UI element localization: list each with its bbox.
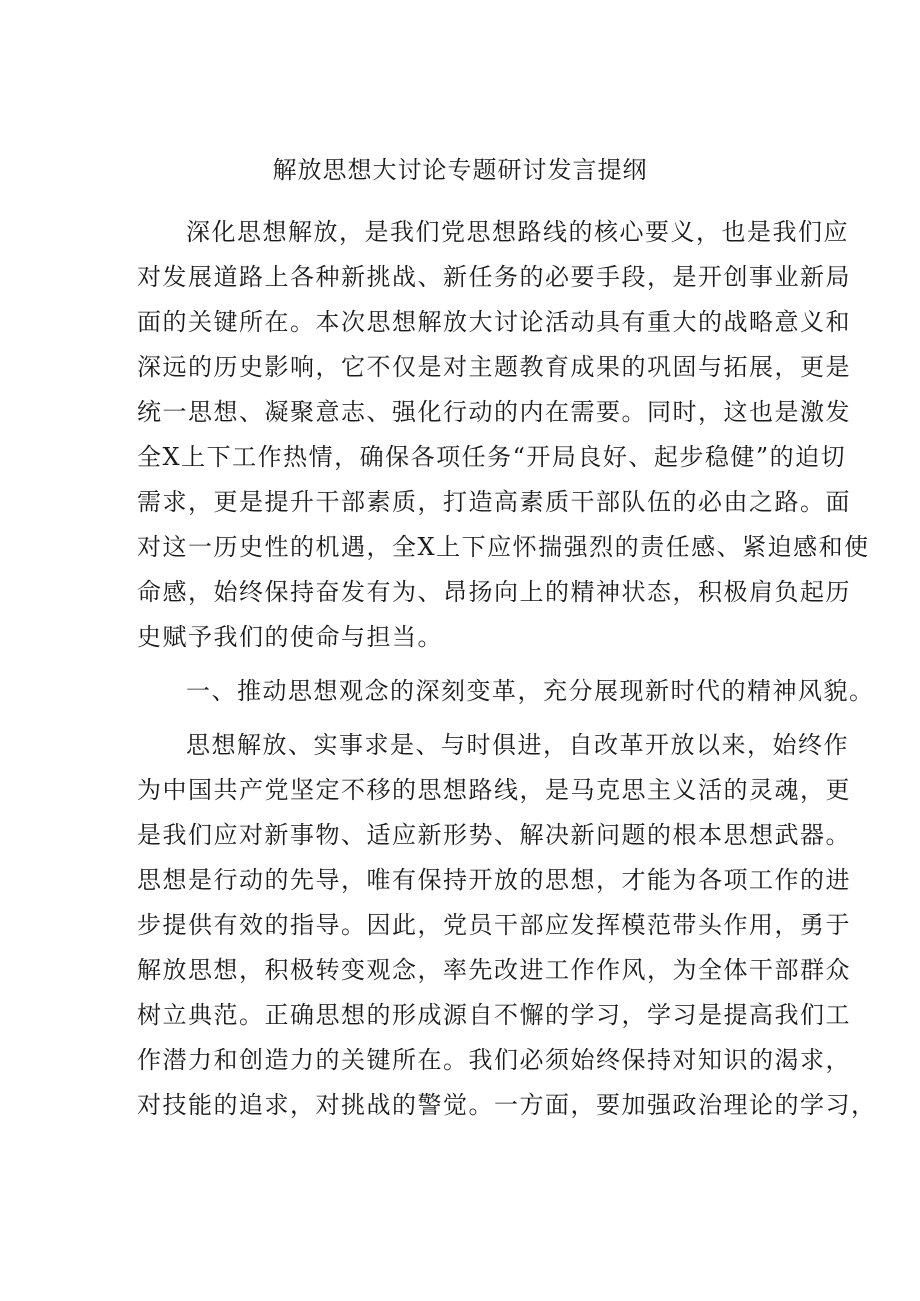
paragraph-line: 面的关键所在。本次思想解放大讨论活动具有重大的战略意义和 (137, 308, 851, 336)
paragraph-line: 作潜力和创造力的关键所在。我们必须始终保持对知识的渴求， (137, 1046, 851, 1074)
paragraph-line: 深化思想解放，是我们党思想路线的核心要义，也是我们应 (186, 218, 849, 246)
paragraph-line: 对发展道路上各种新挑战、新任务的必要手段，是开创事业新局 (137, 263, 851, 291)
paragraph-line: 树立典范。正确思想的形成源自不懈的学习，学习是提高我们工 (137, 1001, 851, 1029)
paragraph-line: 统一思想、凝聚意志、强化行动的内在需要。同时，这也是激发 (137, 398, 851, 426)
section-heading: 一、推动思想观念的深刻变革，充分展现新时代的精神风貌。 (186, 677, 875, 705)
paragraph-line: 是我们应对新事物、适应新形势、解决新问题的根本思想武器。 (137, 821, 851, 849)
paragraph-line: 命感，始终保持奋发有为、昂扬向上的精神状态，积极肩负起历 (137, 578, 851, 606)
paragraph-line: 对技能的追求，对挑战的警觉。一方面，要加强政治理论的学习， (137, 1091, 877, 1119)
paragraph-line: 思想解放、实事求是、与时俱进，自改革开放以来，始终作 (186, 731, 849, 759)
paragraph-line: 全X上下工作热情，确保各项任务“开局良好、起步稳健”的迫切 (137, 443, 847, 471)
paragraph-line: 思想是行动的先导，唯有保持开放的思想，才能为各项工作的进 (137, 866, 851, 894)
paragraph-line: 为中国共产党坚定不移的思想路线，是马克思主义活的灵魂，更 (137, 776, 851, 804)
paragraph-line: 深远的历史影响，它不仅是对主题教育成果的巩固与拓展，更是 (137, 353, 851, 381)
paragraph-line: 解放思想，积极转变观念，率先改进工作作风，为全体干部群众 (137, 956, 851, 984)
paragraph-line: 对这一历史性的机遇，全X上下应怀揣强烈的责任感、紧迫感和使 (137, 533, 870, 561)
paragraph-line: 需求，更是提升干部素质，打造高素质干部队伍的必由之路。面 (137, 488, 851, 516)
paragraph-line: 史赋予我们的使命与担当。 (137, 623, 443, 651)
document-title: 解放思想大讨论专题研讨发言提纲 (272, 156, 648, 184)
paragraph-line: 步提供有效的指导。因此，党员干部应发挥模范带头作用，勇于 (137, 911, 851, 939)
